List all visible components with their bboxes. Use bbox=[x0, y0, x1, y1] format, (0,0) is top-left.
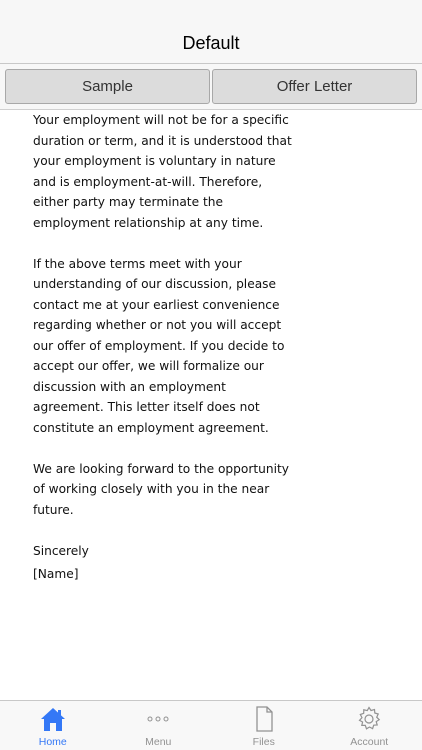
more-icon bbox=[144, 706, 172, 732]
tab-label: Files bbox=[252, 736, 275, 748]
tab-account[interactable] bbox=[317, 701, 422, 750]
tab-label: Menu bbox=[145, 736, 172, 748]
document-paragraph: Your employment will not be for a specific duration or term, and it is understood that your employment is voluntary in nature and is employment-at-will. Therefore, either party may terminate the employment relationship at any time. bbox=[33, 113, 292, 230]
tab-menu[interactable] bbox=[106, 701, 212, 750]
tab-label: Home bbox=[38, 736, 67, 748]
document-closing: Sincerely bbox=[33, 543, 89, 558]
document-paragraph: If the above terms meet with your understanding of our discussion, please contact me at your earliest convenience regarding whether or not you will accept our offer of employment. If you decide to accept our offer, we will formalize our discussion with an employment agreement. This letter itself does not constitute an employment agreement. bbox=[33, 256, 285, 435]
offer-letter-button[interactable]: Offer Letter bbox=[212, 69, 417, 104]
document-text bbox=[33, 110, 293, 605]
document-paragraph: We are looking forward to the opportunity of working closely with you in the near future. bbox=[33, 461, 289, 517]
document-view[interactable] bbox=[0, 110, 422, 700]
segment-control bbox=[0, 64, 422, 110]
tab-files[interactable] bbox=[211, 701, 317, 750]
tab-label: Account bbox=[350, 736, 389, 748]
navigation-bar bbox=[0, 0, 422, 64]
page-title: Default bbox=[182, 33, 240, 53]
tab-home[interactable] bbox=[0, 701, 106, 750]
file-icon bbox=[250, 706, 278, 732]
tab-bar bbox=[0, 700, 422, 750]
gear-icon bbox=[355, 706, 383, 732]
sample-button[interactable]: Sample bbox=[5, 69, 210, 104]
home-icon bbox=[39, 706, 67, 732]
document-signature: [Name] bbox=[33, 567, 79, 581]
